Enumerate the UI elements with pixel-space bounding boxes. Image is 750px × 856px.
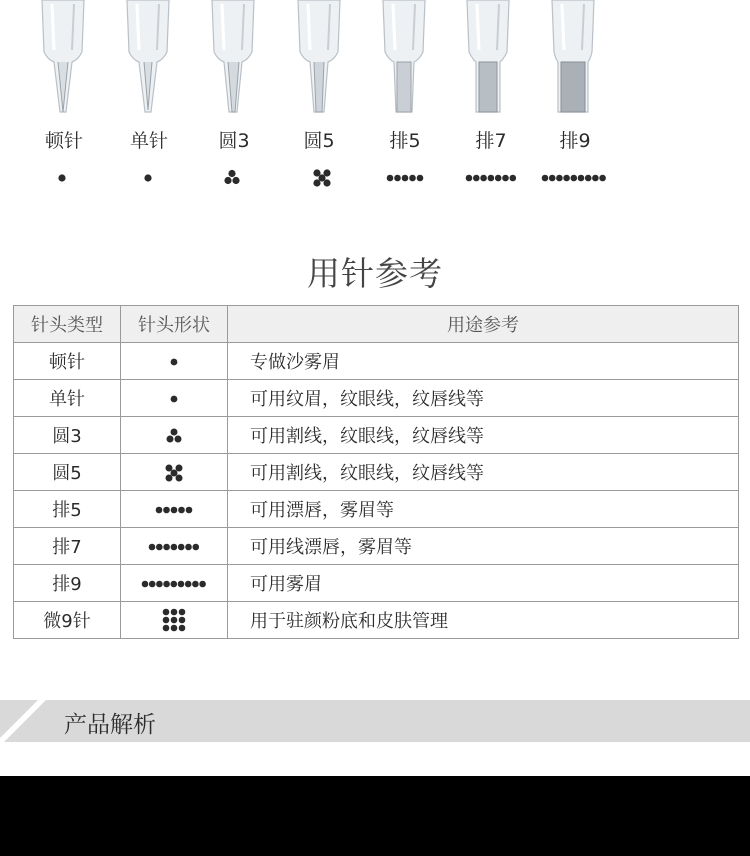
needle-image-row7 <box>463 0 513 118</box>
needle-label: 排7 <box>475 130 507 152</box>
needle-shape-cell <box>121 528 228 565</box>
needle-shape-cell <box>121 343 228 380</box>
column-header-shape: 针头形状 <box>121 306 228 343</box>
table-row <box>14 380 739 417</box>
needle-image-row5 <box>379 0 429 118</box>
needle-label: 单针 <box>129 130 168 152</box>
single-dot-icon <box>169 357 179 367</box>
needle-type-cell: 顿针 <box>14 343 121 380</box>
needle-shape-cell <box>121 417 228 454</box>
needle-label: 顿针 <box>44 130 83 152</box>
table-row <box>14 454 739 491</box>
needle-shape-cell <box>121 565 228 602</box>
single-dot-icon <box>56 168 68 188</box>
needle-type-cell: 排7 <box>14 528 121 565</box>
needle-use-cell: 可用漂唇，雾眉等 <box>228 491 739 528</box>
single-dot-icon <box>169 394 179 404</box>
table-header-row <box>14 306 739 343</box>
needle-type-cell: 单针 <box>14 380 121 417</box>
slash-decoration-icon <box>0 700 60 742</box>
table-row <box>14 417 739 454</box>
needle-type-cell: 排9 <box>14 565 121 602</box>
needle-image-round3 <box>208 0 258 118</box>
table-row <box>14 491 739 528</box>
needle-shape-cell <box>121 602 228 639</box>
round-3-icon <box>223 168 241 188</box>
needle-image-round5 <box>294 0 344 118</box>
needle-type-cell: 圆5 <box>14 454 121 491</box>
needle-image-single <box>123 0 173 118</box>
needle-shape-cell <box>121 380 228 417</box>
row-9-icon <box>141 579 207 589</box>
needle-use-cell: 专做沙雾眉 <box>228 343 739 380</box>
table-row <box>14 343 739 380</box>
needle-type-cell: 圆3 <box>14 417 121 454</box>
table-row <box>14 602 739 639</box>
row-9-icon <box>541 168 607 188</box>
needle-label: 圆3 <box>218 130 250 152</box>
column-header-use: 用途参考 <box>228 306 739 343</box>
needle-use-cell: 可用雾眉 <box>228 565 739 602</box>
needle-reference-table <box>13 305 739 639</box>
round-5-icon <box>312 168 332 188</box>
needle-label: 排9 <box>559 130 591 152</box>
table-row <box>14 528 739 565</box>
single-dot-icon <box>142 168 154 188</box>
needle-illustrations <box>0 0 750 120</box>
needle-use-cell: 可用纹眉，纹眼线，纹唇线等 <box>228 380 739 417</box>
reference-title: 用针参考 <box>307 254 443 293</box>
black-footer-band <box>0 776 750 856</box>
needle-use-cell: 可用割线，纹眼线，纹唇线等 <box>228 417 739 454</box>
row-5-icon <box>155 505 193 515</box>
needle-image-dun <box>38 0 88 118</box>
row-7-icon <box>148 542 200 552</box>
section-title: 产品解析 <box>64 712 156 738</box>
needle-type-cell: 排5 <box>14 491 121 528</box>
table-row <box>14 565 739 602</box>
needle-label: 圆5 <box>303 130 335 152</box>
needle-type-cell: 微9针 <box>14 602 121 639</box>
row-5-icon <box>386 168 424 188</box>
round-5-icon <box>164 463 184 483</box>
needle-shape-cell <box>121 491 228 528</box>
needle-use-cell: 用于驻颜粉底和皮肤管理 <box>228 602 739 639</box>
needle-use-cell: 可用线漂唇，雾眉等 <box>228 528 739 565</box>
round-3-icon <box>165 427 183 445</box>
needle-use-cell: 可用割线，纹眼线，纹唇线等 <box>228 454 739 491</box>
grid-9-icon <box>162 608 186 632</box>
needle-shape-cell <box>121 454 228 491</box>
row-7-icon <box>465 168 517 188</box>
needle-image-row9 <box>548 0 598 118</box>
needle-label: 排5 <box>389 130 421 152</box>
column-header-type: 针头类型 <box>14 306 121 343</box>
